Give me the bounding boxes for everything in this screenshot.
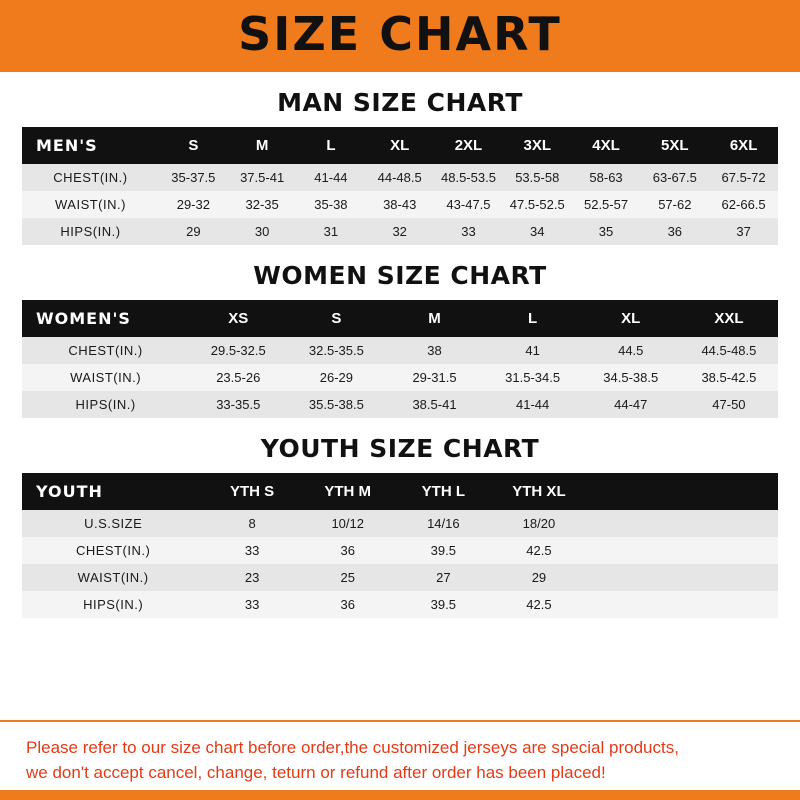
men-chest-5xl: 63-67.5 [640,164,709,191]
women-size-table [22,300,778,418]
footer-line-1: Please refer to our size chart before order,the customized jerseys are special products, [26,738,679,758]
table-row [22,337,778,364]
men-col-6xl: 6XL [709,127,778,164]
table-header-row [22,300,778,337]
youth-row-waist-label: WAIST(IN.) [22,564,204,591]
men-waist-4xl: 52.5-57 [572,191,641,218]
women-col-m: M [385,300,483,337]
men-col-2xl: 2XL [434,127,503,164]
women-section-title: WOMEN SIZE CHART [253,261,547,290]
youth-col-s: YTH S [204,473,300,510]
men-chest-4xl: 58-63 [572,164,641,191]
youth-col-m: YTH M [300,473,396,510]
men-chest-3xl: 53.5-58 [503,164,572,191]
men-chest-l: 41-44 [297,164,366,191]
women-hips-xxl: 47-50 [680,391,778,418]
men-chest-2xl: 48.5-53.5 [434,164,503,191]
women-col-xxl: XXL [680,300,778,337]
men-chest-m: 37.5-41 [228,164,297,191]
youth-waist-m: 25 [300,564,396,591]
youth-chest-xl: 42.5 [491,537,587,564]
men-waist-2xl: 43-47.5 [434,191,503,218]
youth-chest-l: 39.5 [396,537,492,564]
header-band [0,0,800,72]
men-col-3xl: 3XL [503,127,572,164]
header-band-left-accent [0,0,40,72]
table-row [22,391,778,418]
women-hips-l: 41-44 [484,391,582,418]
men-col-xl: XL [365,127,434,164]
youth-header-label: YOUTH [22,473,204,510]
women-chest-l: 41 [484,337,582,364]
youth-waist-empty-2 [682,564,778,591]
youth-hips-m: 36 [300,591,396,618]
youth-ussize-xl: 18/20 [491,510,587,537]
header-band-right-accent [760,0,800,72]
youth-chest-s: 33 [204,537,300,564]
women-hips-xs: 33-35.5 [189,391,287,418]
youth-hips-empty-1 [587,591,683,618]
table-row [22,218,778,245]
youth-col-empty-1 [587,473,683,510]
men-col-5xl: 5XL [640,127,709,164]
youth-hips-s: 33 [204,591,300,618]
men-col-s: S [159,127,228,164]
men-hips-6xl: 37 [709,218,778,245]
women-col-s: S [287,300,385,337]
youth-hips-empty-2 [682,591,778,618]
men-hips-4xl: 35 [572,218,641,245]
men-hips-xl: 32 [365,218,434,245]
women-waist-xxl: 38.5-42.5 [680,364,778,391]
women-chest-s: 32.5-35.5 [287,337,385,364]
men-chest-6xl: 67.5-72 [709,164,778,191]
men-waist-s: 29-32 [159,191,228,218]
youth-waist-l: 27 [396,564,492,591]
youth-row-ussize-label: U.S.SIZE [22,510,204,537]
men-hips-3xl: 34 [503,218,572,245]
table-row [22,537,778,564]
women-row-waist-label: WAIST(IN.) [22,364,189,391]
men-hips-l: 31 [297,218,366,245]
page-title: SIZE CHART [238,7,562,61]
men-header-label: MEN'S [22,127,159,164]
men-section-title: MAN SIZE CHART [277,88,523,117]
table-header-row [22,127,778,164]
women-chest-xxl: 44.5-48.5 [680,337,778,364]
men-size-table [22,127,778,245]
youth-ussize-s: 8 [204,510,300,537]
youth-ussize-empty-2 [682,510,778,537]
women-hips-m: 38.5-41 [385,391,483,418]
men-waist-l: 35-38 [297,191,366,218]
women-header-label: WOMEN'S [22,300,189,337]
men-waist-xl: 38-43 [365,191,434,218]
youth-chest-empty-2 [682,537,778,564]
youth-hips-xl: 42.5 [491,591,587,618]
men-waist-m: 32-35 [228,191,297,218]
youth-chest-empty-1 [587,537,683,564]
table-header-row [22,473,778,510]
footer-disclaimer [0,720,800,800]
youth-hips-l: 39.5 [396,591,492,618]
youth-ussize-m: 10/12 [300,510,396,537]
women-hips-xl: 44-47 [582,391,680,418]
men-hips-s: 29 [159,218,228,245]
header-band-center [40,0,760,72]
women-waist-l: 31.5-34.5 [484,364,582,391]
bottom-accent-bar [0,790,800,800]
women-col-xs: XS [189,300,287,337]
youth-row-chest-label: CHEST(IN.) [22,537,204,564]
chart-content [0,88,800,618]
youth-size-table [22,473,778,618]
youth-waist-xl: 29 [491,564,587,591]
men-row-hips-label: HIPS(IN.) [22,218,159,245]
women-waist-xl: 34.5-38.5 [582,364,680,391]
footer-line-2: we don't accept cancel, change, teturn or refund after order has been placed! [26,763,606,782]
women-waist-m: 29-31.5 [385,364,483,391]
men-col-l: L [297,127,366,164]
men-waist-5xl: 57-62 [640,191,709,218]
youth-col-xl: YTH XL [491,473,587,510]
table-row [22,591,778,618]
youth-col-empty-2 [682,473,778,510]
men-hips-2xl: 33 [434,218,503,245]
men-waist-6xl: 62-66.5 [709,191,778,218]
women-col-l: L [484,300,582,337]
youth-waist-empty-1 [587,564,683,591]
table-row [22,164,778,191]
women-chest-xl: 44.5 [582,337,680,364]
table-row [22,191,778,218]
table-row [22,364,778,391]
youth-ussize-empty-1 [587,510,683,537]
men-hips-m: 30 [228,218,297,245]
table-row [22,564,778,591]
women-col-xl: XL [582,300,680,337]
women-chest-xs: 29.5-32.5 [189,337,287,364]
youth-chest-m: 36 [300,537,396,564]
men-hips-5xl: 36 [640,218,709,245]
men-waist-3xl: 47.5-52.5 [503,191,572,218]
women-row-chest-label: CHEST(IN.) [22,337,189,364]
men-chest-s: 35-37.5 [159,164,228,191]
women-hips-s: 35.5-38.5 [287,391,385,418]
youth-col-l: YTH L [396,473,492,510]
women-waist-xs: 23.5-26 [189,364,287,391]
men-row-waist-label: WAIST(IN.) [22,191,159,218]
table-row [22,510,778,537]
men-chest-xl: 44-48.5 [365,164,434,191]
men-col-4xl: 4XL [572,127,641,164]
youth-row-hips-label: HIPS(IN.) [22,591,204,618]
women-waist-s: 26-29 [287,364,385,391]
men-row-chest-label: CHEST(IN.) [22,164,159,191]
youth-section-title: YOUTH SIZE CHART [260,434,540,463]
youth-waist-s: 23 [204,564,300,591]
youth-ussize-l: 14/16 [396,510,492,537]
women-row-hips-label: HIPS(IN.) [22,391,189,418]
men-col-m: M [228,127,297,164]
women-chest-m: 38 [385,337,483,364]
